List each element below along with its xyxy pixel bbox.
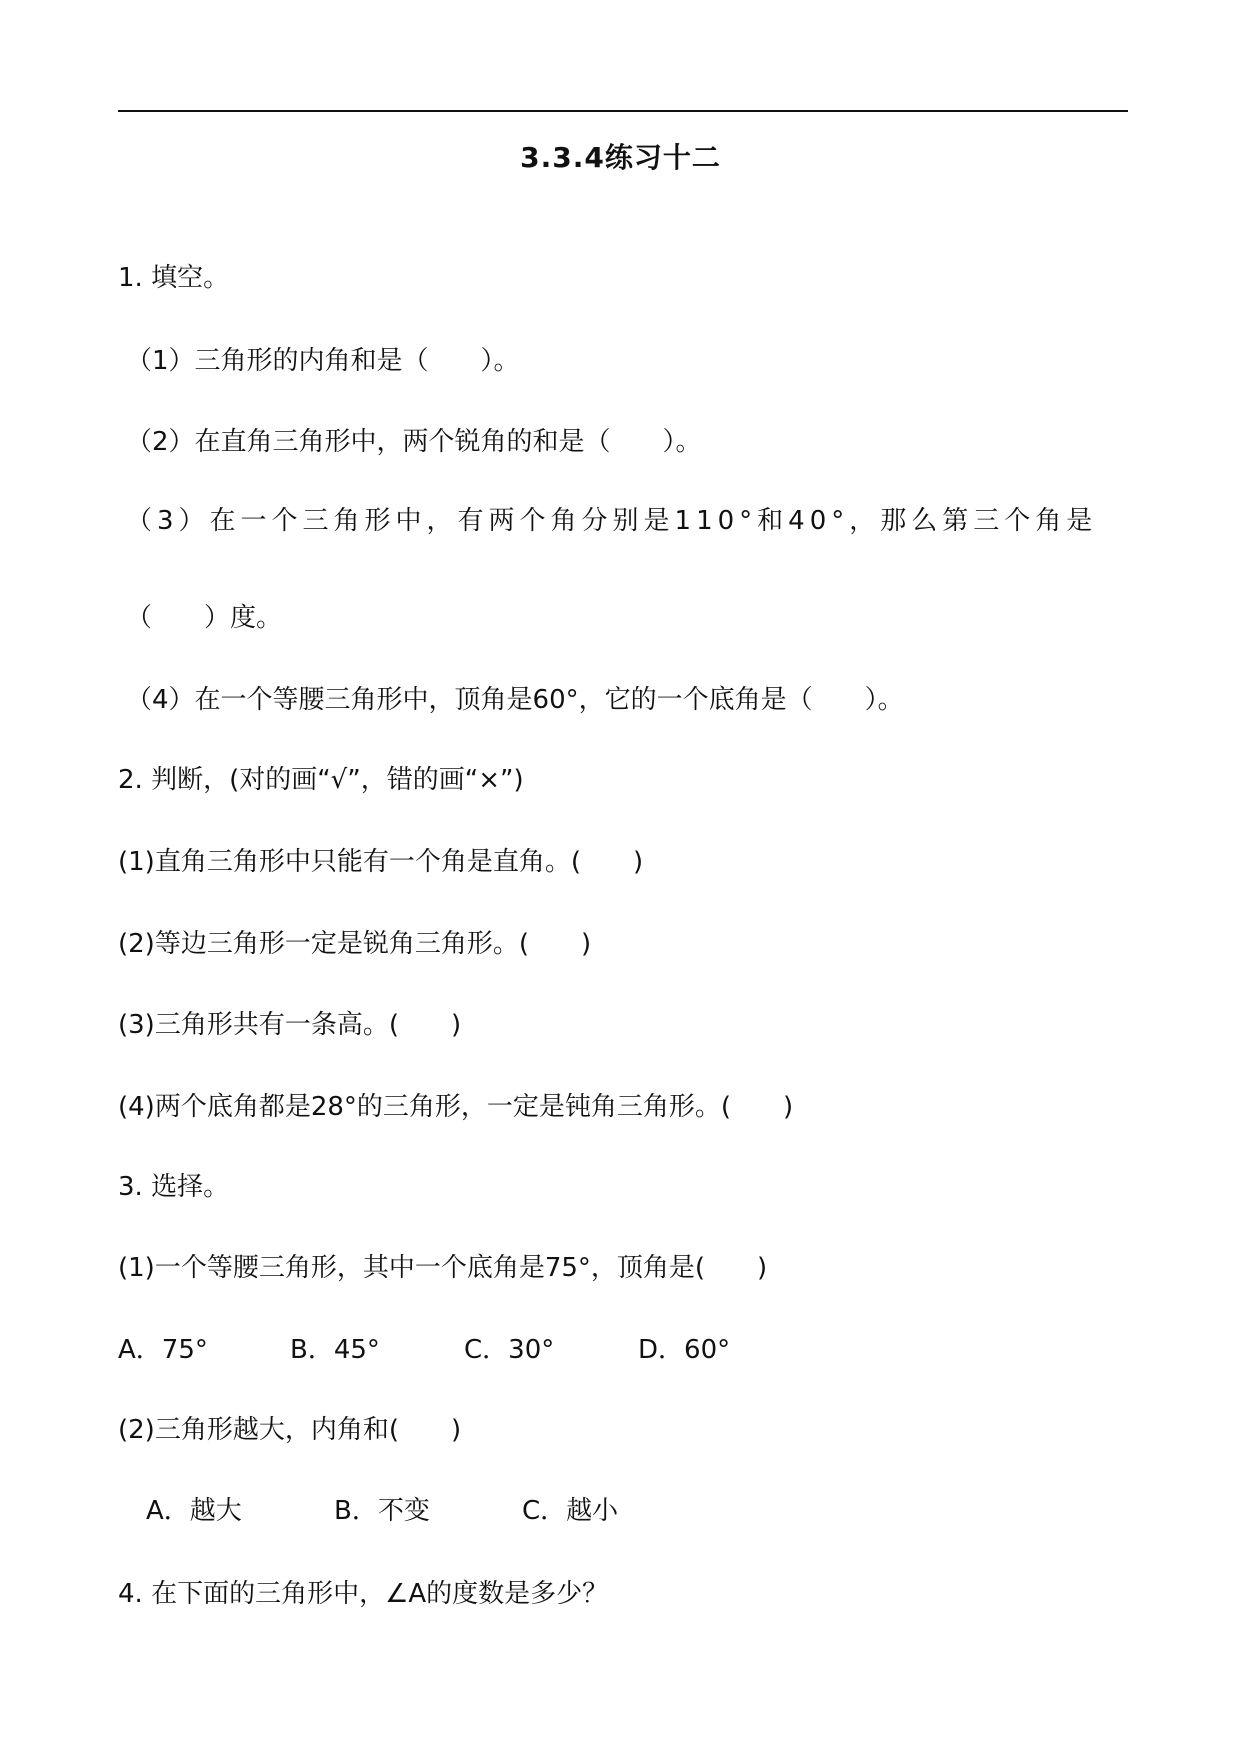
q2-item-3: (3)三角形共有一条高。( ) xyxy=(118,1010,462,1040)
q3-sub1-option-d: D．60° xyxy=(638,1335,731,1365)
header-rule xyxy=(118,110,1128,112)
q1-item-4: （4）在一个等腰三角形中，顶角是60°，它的一个底角是（ ）。 xyxy=(126,685,904,715)
q3-sub2-option-c: C．越小 xyxy=(522,1496,619,1526)
page-title: 3.3.4练习十二 xyxy=(520,141,721,174)
q2-item-4: (4)两个底角都是28°的三角形，一定是钝角三角形。( ) xyxy=(118,1092,794,1122)
q3-sub1-option-b: B．45° xyxy=(290,1335,380,1365)
q1-item-1: （1）三角形的内角和是（ ）。 xyxy=(126,346,520,376)
q3-sub1-option-a: A．75° xyxy=(118,1335,208,1365)
q3-sub1-question: (1)一个等腰三角形，其中一个底角是75°，顶角是( ) xyxy=(118,1253,768,1283)
q3-sub2-option-a: A．越大 xyxy=(146,1496,242,1526)
q1-item-3-continued: （ ）度。 xyxy=(126,603,283,633)
q1-heading: 1. 填空。 xyxy=(118,263,230,293)
q3-sub1-option-c: C．30° xyxy=(464,1335,555,1365)
q2-heading: 2. 判断，(对的画“√”，错的画“×”) xyxy=(118,765,524,795)
q2-item-1: (1)直角三角形中只能有一个角是直角。( ) xyxy=(118,847,644,877)
q4-heading: 4. 在下面的三角形中，∠A的度数是多少？ xyxy=(118,1579,609,1609)
q3-sub2-question: (2)三角形越大，内角和( ) xyxy=(118,1415,462,1445)
q1-item-2: （2）在直角三角形中，两个锐角的和是（ ）。 xyxy=(126,427,702,457)
q1-item-3: （3）在一个三角形中，有两个角分别是110°和40°，那么第三个角是 xyxy=(126,506,1098,536)
q3-sub2-option-b: B．不变 xyxy=(334,1496,430,1526)
q3-heading: 3. 选择。 xyxy=(118,1172,230,1202)
q2-item-2: (2)等边三角形一定是锐角三角形。( ) xyxy=(118,929,592,959)
